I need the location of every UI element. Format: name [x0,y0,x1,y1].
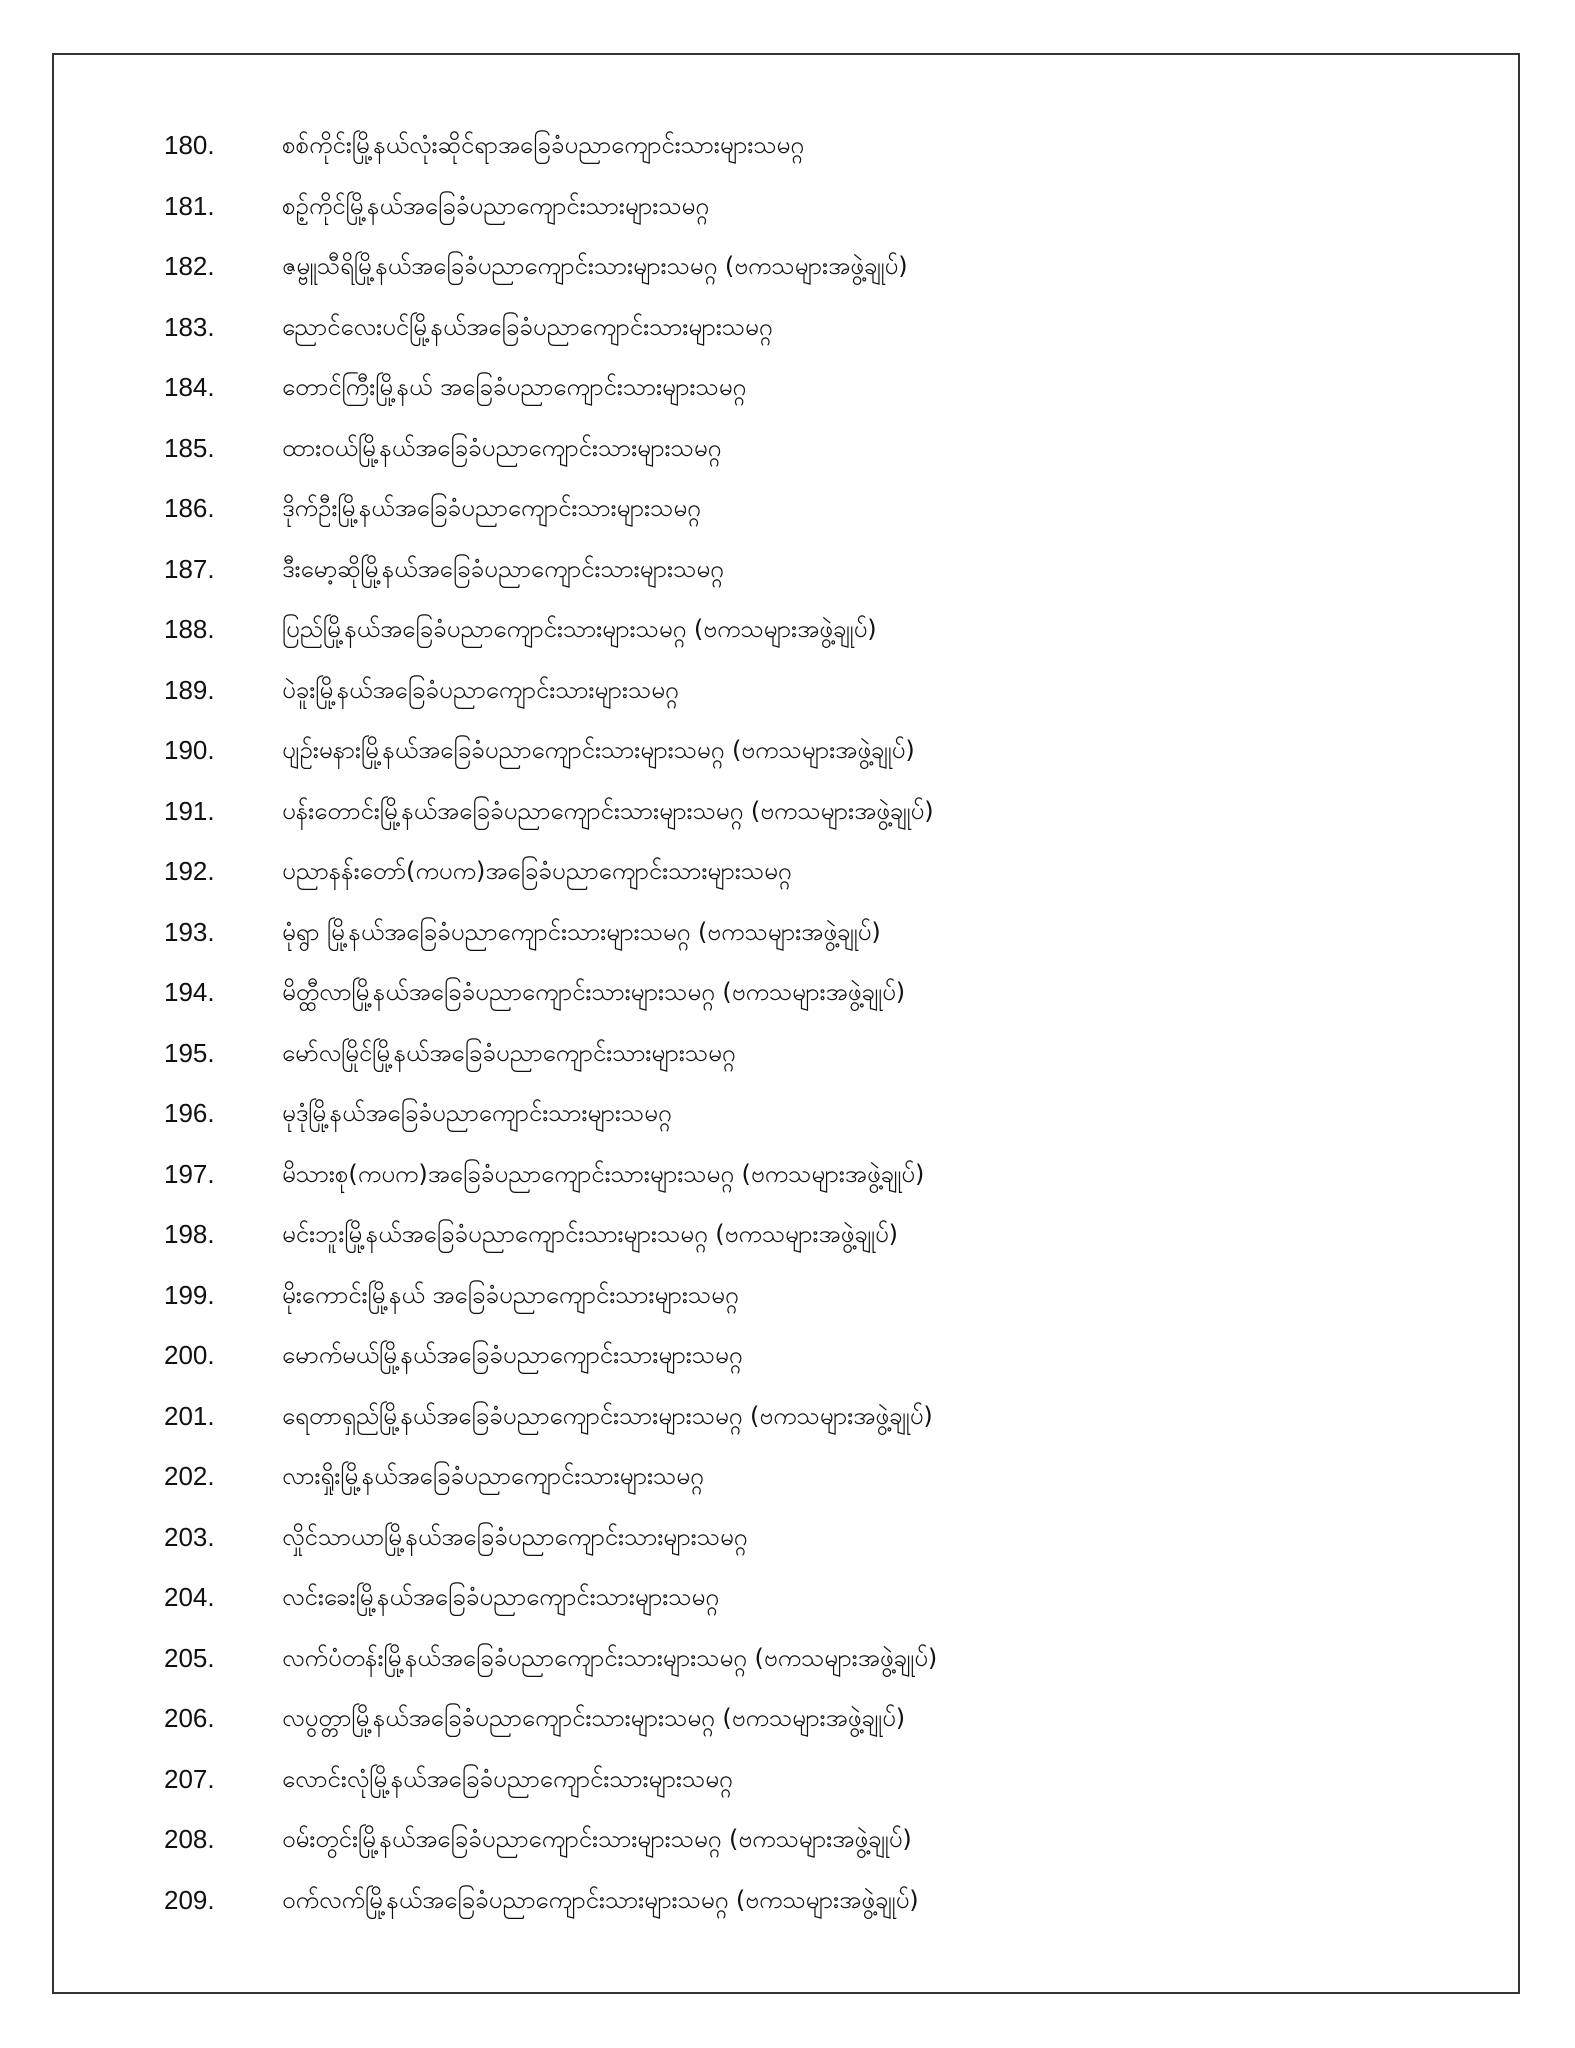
entry-number: 186. [164,493,215,523]
list-item [54,1204,1518,1265]
entry-number: 190. [164,735,215,765]
list-item [54,418,1518,479]
entry-text: ဝက်လက်မြို့နယ်အခြေခံပညာကျောင်းသားများသမဂ္ဂ (ဗကသများအဖွဲ့ချုပ်) [282,1885,919,1914]
entry-text: စစ်ကိုင်းမြို့နယ်လုံးဆိုင်ရာအခြေခံပညာကျောင်းသားများသမဂ္ဂ [282,131,804,159]
list-item [54,1507,1518,1568]
entry-number: 193. [164,916,215,947]
entry-number: 183. [164,311,215,342]
entry-number: 201. [164,1400,215,1431]
list-item [54,841,1518,902]
list-item [54,660,1518,721]
entry-number: 189. [164,674,215,705]
entry-text: မင်းဘူးမြို့နယ်အခြေခံပညာကျောင်းသားများသမဂ္ဂ (ဗကသများအဖွဲ့ချုပ်) [282,1220,899,1248]
entry-number: 196. [164,1098,215,1128]
entry-text: ပန်းတောင်းမြို့နယ်အခြေခံပညာကျောင်းသားများသမဂ္ဂ (ဗကသများအဖွဲ့ချုပ်) [282,796,934,825]
entry-text: ရေတာရှည်မြို့နယ်အခြေခံပညာကျောင်းသားများသမဂ္ဂ (ဗကသများအဖွဲ့ချုပ်) [282,1401,933,1430]
list-item [54,720,1518,781]
entry-text: မုံရွာ မြို့နယ်အခြေခံပညာကျောင်းသားများသမဂ္ဂ (ဗကသများအဖွဲ့ချုပ်) [282,917,881,946]
list-item [54,962,1518,1023]
list-item [54,176,1518,237]
list-item [54,1688,1518,1749]
entry-number: 192. [164,856,215,886]
list-item [54,1628,1518,1689]
entry-text: ဇမ္ဗူသီရိမြို့နယ်အခြေခံပညာကျောင်းသားများသမဂ္ဂ (ဗကသများအဖွဲ့ချုပ်) [282,252,908,280]
entry-number: 206. [164,1703,215,1733]
entry-number: 195. [164,1037,215,1068]
list-item [54,115,1518,176]
entry-text: လှိုင်သာယာမြို့နယ်အခြေခံပညာကျောင်းသားများသမဂ္ဂ [282,1522,748,1551]
list-item [54,1325,1518,1386]
list-item [54,1023,1518,1084]
list-item [54,1567,1518,1628]
entry-text: ဒိုက်ဦးမြို့နယ်အခြေခံပညာကျောင်းသားများသမဂ္ဂ [282,494,701,522]
list-item [54,1386,1518,1447]
entry-number: 207. [164,1763,215,1794]
entry-text: လပွတ္တာမြို့နယ်အခြေခံပညာကျောင်းသားများသမဂ္ဂ (ဗကသများအဖွဲ့ချုပ်) [282,1704,906,1732]
entry-number: 191. [164,795,215,826]
entry-number: 187. [164,553,215,584]
entry-number: 181. [164,190,215,221]
entry-text: ပညာနန်းတော်(ကပက)အခြေခံပညာကျောင်းသားများသမဂ္ဂ [282,857,792,885]
entry-text: မိတ္ထီလာမြို့နယ်အခြေခံပညာကျောင်းသားများသမဂ္ဂ (ဗကသများအဖွဲ့ချုပ်) [282,978,906,1006]
entry-number: 184. [164,372,215,402]
list-item [54,1870,1518,1931]
entry-text: ဒီးမော့ဆိုမြို့နယ်အခြေခံပညာကျောင်းသားများသမဂ္ဂ [282,554,724,583]
entry-number: 188. [164,614,215,644]
entry-number: 209. [164,1884,215,1915]
list-item [54,781,1518,842]
entry-number: 200. [164,1340,215,1370]
entry-text: မုဒုံမြို့နယ်အခြေခံပညာကျောင်းသားများသမဂ္ဂ [282,1099,672,1127]
list-item [54,478,1518,539]
entry-number: 194. [164,977,215,1007]
list-item [54,297,1518,358]
entry-text: မောက်မယ်မြို့နယ်အခြေခံပညာကျောင်းသားများသမဂ္ဂ [282,1341,743,1369]
list-item [54,1809,1518,1870]
list-item [54,1083,1518,1144]
entry-number: 205. [164,1642,215,1673]
entry-text: ပဲခူးမြို့နယ်အခြေခံပညာကျောင်းသားများသမဂ္ဂ [282,675,679,704]
entry-number: 185. [164,432,215,463]
entry-number: 202. [164,1461,215,1491]
list-item [54,357,1518,418]
entry-number: 208. [164,1824,215,1854]
entry-text: ညောင်လေးပင်မြို့နယ်အခြေခံပညာကျောင်းသားများသမဂ္ဂ [282,312,773,341]
list-item [54,1265,1518,1326]
entry-text: ပြည်မြို့နယ်အခြေခံပညာကျောင်းသားများသမဂ္ဂ (ဗကသများအဖွဲ့ချုပ်) [282,615,877,643]
entry-text: လောင်းလုံမြို့နယ်အခြေခံပညာကျောင်းသားများသမဂ္ဂ [282,1764,733,1793]
entry-list [54,115,1518,1930]
entry-text: လက်ပံတန်းမြို့နယ်အခြေခံပညာကျောင်းသားများသမဂ္ဂ (ဗကသများအဖွဲ့ချုပ်) [282,1643,938,1672]
list-item [54,1144,1518,1205]
entry-text: လင်းခေးမြို့နယ်အခြေခံပညာကျောင်းသားများသမဂ္ဂ [282,1583,719,1611]
list-item [54,1446,1518,1507]
entry-text: လားရှိုးမြို့နယ်အခြေခံပညာကျောင်းသားများသမဂ္ဂ [282,1462,704,1490]
entry-text: မော်လမြိုင်မြို့နယ်အခြေခံပညာကျောင်းသားများသမဂ္ဂ [282,1038,736,1067]
entry-text: တောင်ကြီးမြို့နယ် အခြေခံပညာကျောင်းသားများသမဂ္ဂ [282,373,747,401]
entry-text: မိသားစု(ကပက)အခြေခံပညာကျောင်းသားများသမဂ္ဂ (ဗကသများအဖွဲ့ချုပ်) [282,1159,925,1188]
entry-number: 182. [164,251,215,281]
entry-text: ဝမ်းတွင်းမြို့နယ်အခြေခံပညာကျောင်းသားများသမဂ္ဂ (ဗကသများအဖွဲ့ချုပ်) [282,1825,912,1853]
entry-number: 197. [164,1158,215,1189]
page-frame [52,53,1520,1994]
entry-text: ပျဉ်းမနားမြို့နယ်အခြေခံပညာကျောင်းသားများသမဂ္ဂ (ဗကသများအဖွဲ့ချုပ်) [282,736,915,764]
entry-text: မိုးကောင်းမြို့နယ် အခြေခံပညာကျောင်းသားများသမဂ္ဂ [282,1280,739,1309]
list-item [54,236,1518,297]
entry-number: 199. [164,1279,215,1310]
list-item [54,539,1518,600]
entry-number: 180. [164,130,215,160]
list-item [54,599,1518,660]
entry-text: ထားဝယ်မြို့နယ်အခြေခံပညာကျောင်းသားများသမဂ္ဂ [282,433,722,462]
entry-number: 198. [164,1219,215,1249]
list-item [54,902,1518,963]
entry-number: 204. [164,1582,215,1612]
entry-text: စဥ့်ကိုင်မြို့နယ်အခြေခံပညာကျောင်းသားများသမဂ္ဂ [282,191,709,220]
list-item [54,1749,1518,1810]
entry-number: 203. [164,1521,215,1552]
